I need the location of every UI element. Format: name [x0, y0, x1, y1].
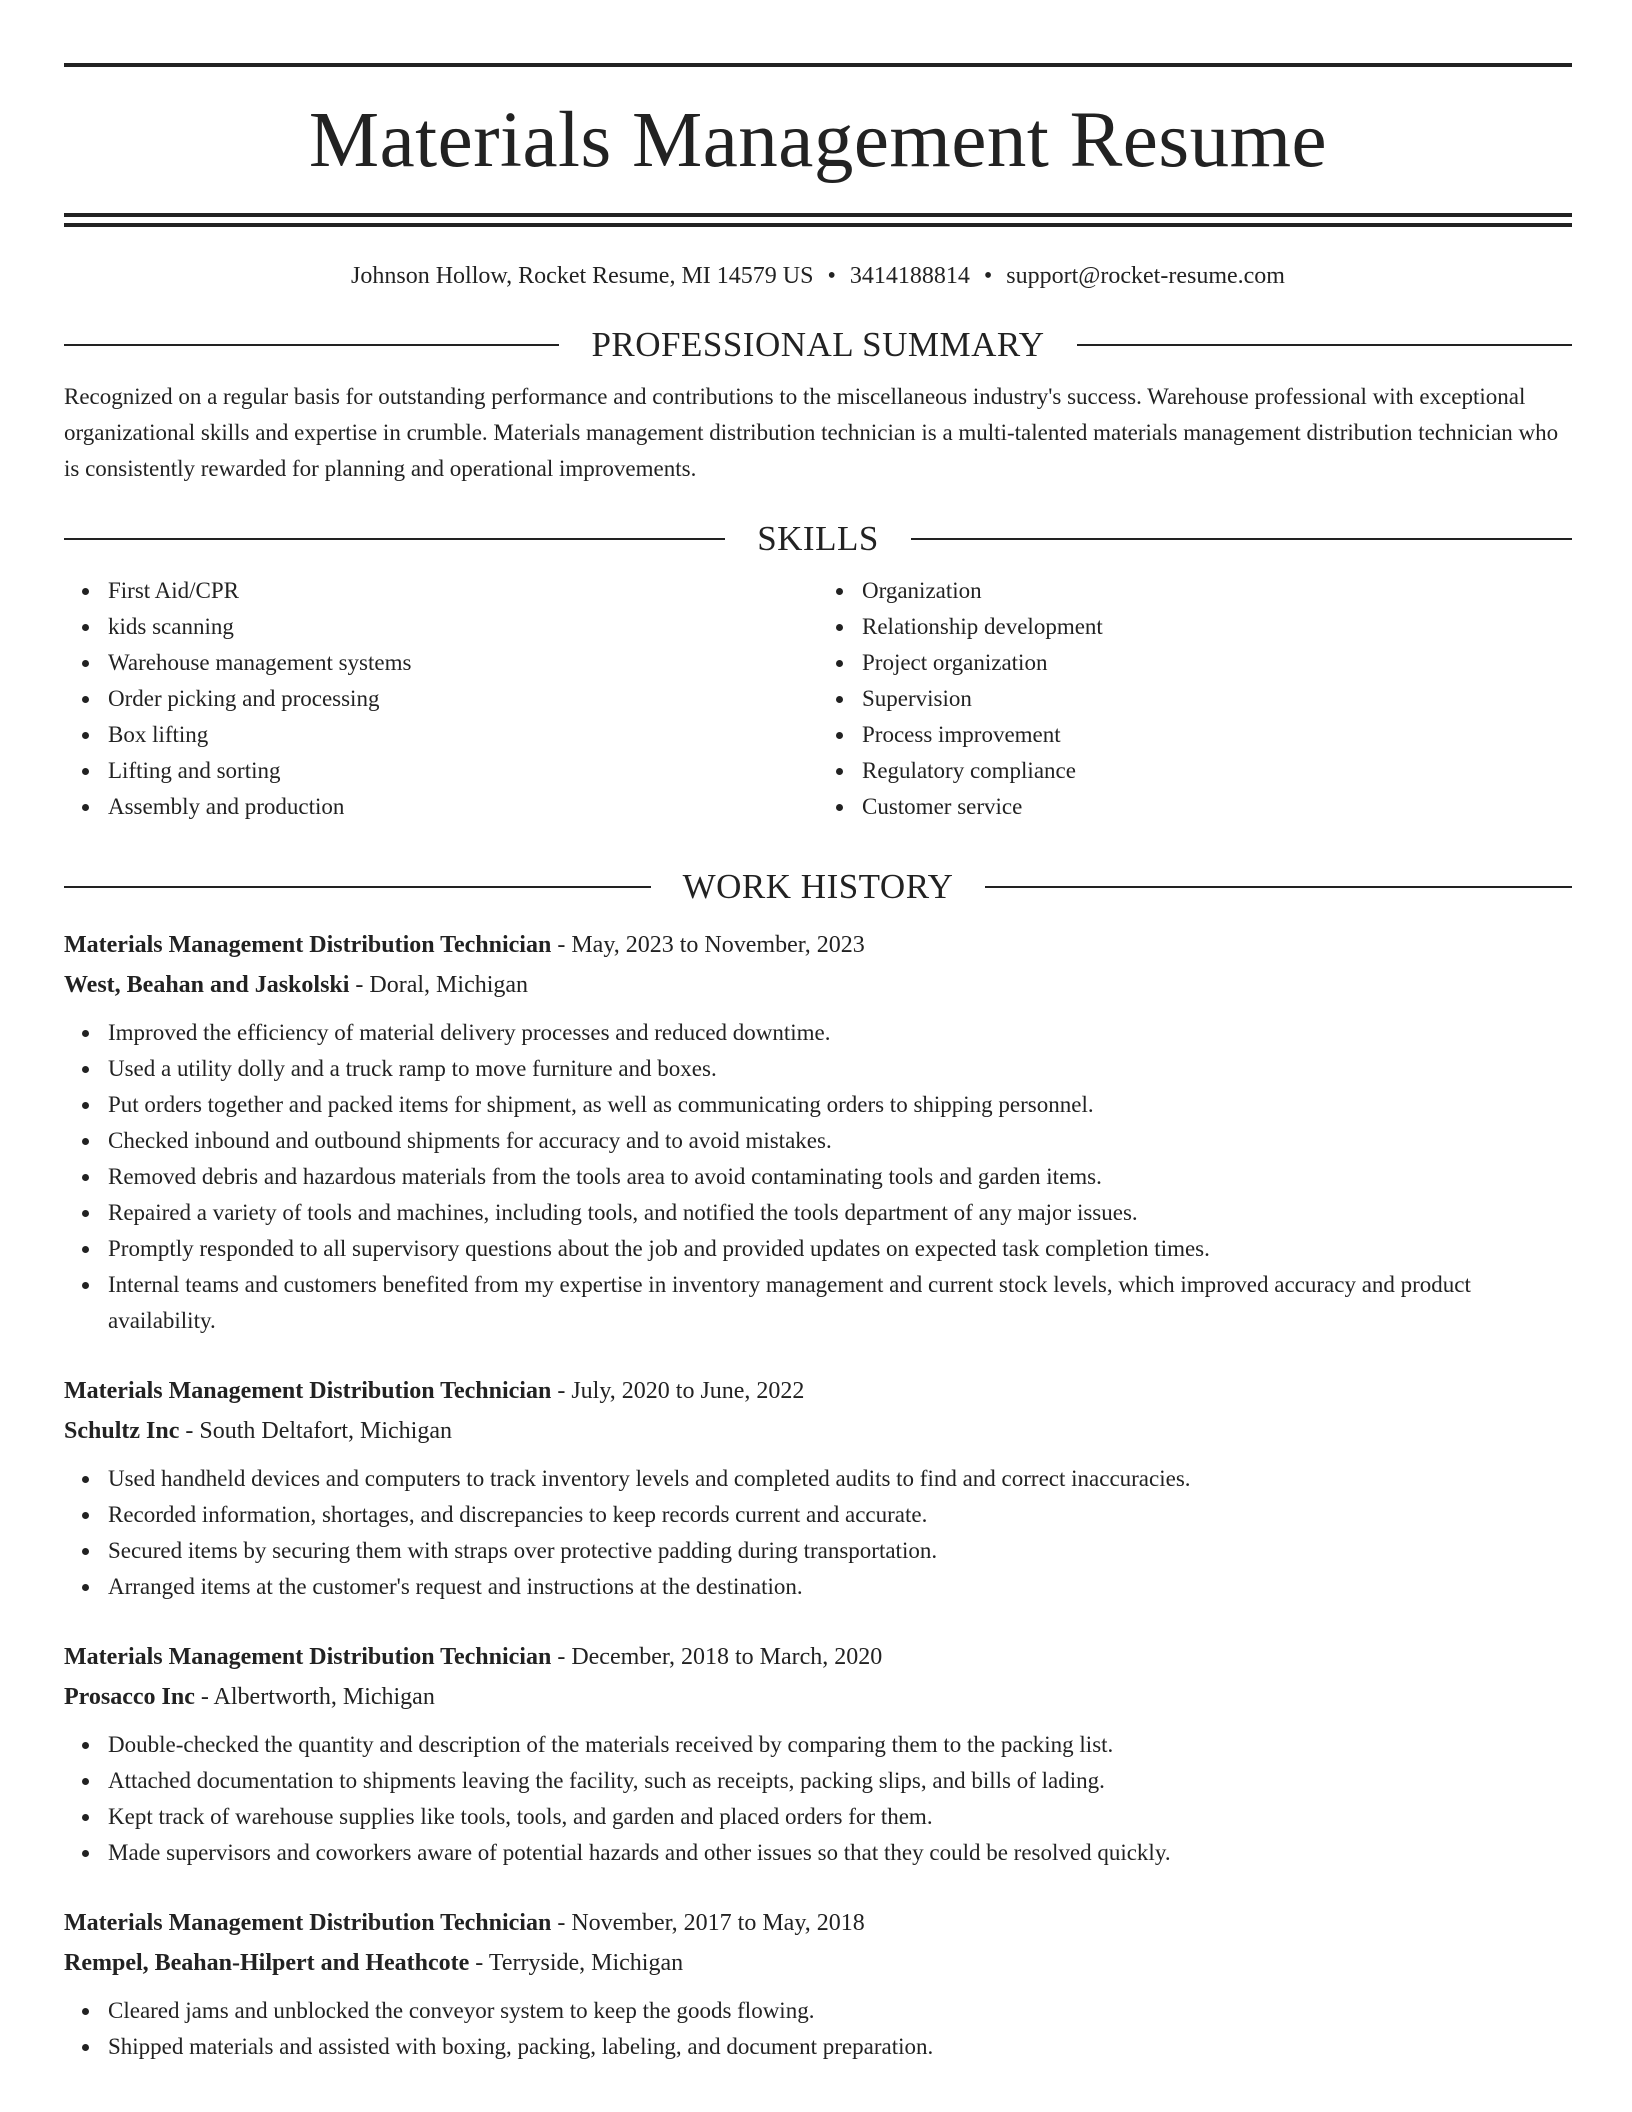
job-entry [64, 1637, 1572, 1871]
contact-phone: 3414188814 [849, 263, 970, 289]
job-company: Rempel, Beahan-Hilpert and Heathcote [64, 1950, 470, 1976]
skills-heading [64, 517, 1572, 561]
job-bullet: Improved the efficiency of material delivery processes and reduced downtime. [108, 1015, 1572, 1051]
job-title-line [64, 1637, 1572, 1677]
skill-item: Order picking and processing [108, 681, 818, 717]
skill-item: Supervision [862, 681, 1572, 717]
resume-title: Materials Management Resume [308, 97, 1328, 184]
job-location: - South Deltafort, Michigan [179, 1418, 452, 1444]
job-bullet: Used a utility dolly and a truck ramp to move furniture and boxes. [108, 1051, 1572, 1087]
job-dates: - November, 2017 to May, 2018 [551, 1910, 865, 1936]
job-bullet: Put orders together and packed items for shipment, as well as communicating orders to shipping personnel. [108, 1087, 1572, 1123]
job-bullet: Recorded information, shortages, and discrepancies to keep records current and accurate. [108, 1497, 1572, 1533]
job-bullets [64, 1993, 1572, 2065]
heading-rule-left [64, 344, 559, 346]
job-bullets [64, 1015, 1572, 1339]
skills-heading-label: SKILLS [757, 519, 879, 558]
job-entry [64, 1903, 1572, 2065]
skills-list [64, 573, 1572, 825]
job-title: Materials Management Distribution Technician [64, 1644, 552, 1670]
heading-rule-left [64, 886, 651, 888]
title-rule-upper [64, 213, 1572, 217]
skill-item: Process improvement [862, 717, 1572, 753]
job-company-line [64, 1677, 1572, 1717]
job-company: West, Beahan and Jaskolski [64, 972, 350, 998]
job-title: Materials Management Distribution Technician [64, 1378, 552, 1404]
job-company: Prosacco Inc [64, 1684, 195, 1710]
job-bullet: Double-checked the quantity and description of the materials received by comparing them to the packing list. [108, 1727, 1572, 1763]
work-history-list [64, 925, 1572, 2065]
job-dates: - December, 2018 to March, 2020 [551, 1644, 883, 1670]
work-heading-label: WORK HISTORY [682, 867, 954, 906]
resume-page [64, 0, 1572, 2065]
heading-rule-left [64, 538, 725, 540]
skill-item: Project organization [862, 645, 1572, 681]
contact-separator: • [983, 263, 993, 289]
contact-line [64, 259, 1572, 293]
job-entry [64, 1371, 1572, 1605]
skill-item: kids scanning [108, 609, 818, 645]
job-bullets [64, 1727, 1572, 1871]
job-bullet: Secured items by securing them with straps over protective padding during transportation. [108, 1533, 1572, 1569]
job-bullets [64, 1461, 1572, 1605]
skill-item: Warehouse management systems [108, 645, 818, 681]
summary-heading-label: PROFESSIONAL SUMMARY [591, 325, 1045, 364]
heading-rule-right [911, 538, 1572, 540]
job-bullet: Arranged items at the customer's request and instructions at the destination. [108, 1569, 1572, 1605]
skill-item: First Aid/CPR [108, 573, 818, 609]
job-bullet: Removed debris and hazardous materials from the tools area to avoid contaminating tools and garden items. [108, 1159, 1572, 1195]
summary-heading [64, 323, 1572, 367]
job-title: Materials Management Distribution Technician [64, 932, 552, 958]
job-dates: - May, 2023 to November, 2023 [551, 932, 865, 958]
job-title-line [64, 1903, 1572, 1943]
job-bullet: Made supervisors and coworkers aware of potential hazards and other issues so that they could be resolved quickly. [108, 1835, 1572, 1871]
job-title: Materials Management Distribution Technician [64, 1910, 552, 1936]
job-title-line [64, 925, 1572, 965]
contact-separator: • [827, 263, 836, 289]
skills-column-right [818, 573, 1572, 825]
contact-email: support@rocket-resume.com [1006, 263, 1285, 289]
skill-item: Relationship development [862, 609, 1572, 645]
job-bullet: Promptly responded to all supervisory questions about the job and provided updates on expected task completion times. [108, 1231, 1572, 1267]
job-bullet: Kept track of warehouse supplies like tools, tools, and garden and placed orders for them. [108, 1799, 1572, 1835]
job-entry [64, 925, 1572, 1339]
skill-item: Assembly and production [108, 789, 818, 825]
work-heading [64, 865, 1572, 909]
skill-item: Box lifting [108, 717, 818, 753]
skill-item: Customer service [862, 789, 1572, 825]
heading-rule-right [1077, 344, 1572, 346]
job-location: - Terryside, Michigan [469, 1950, 684, 1976]
job-bullet: Attached documentation to shipments leaving the facility, such as receipts, packing slips, and bills of lading. [108, 1763, 1572, 1799]
job-company-line [64, 1943, 1572, 1983]
job-company-line [64, 965, 1572, 1005]
skill-item: Lifting and sorting [108, 753, 818, 789]
job-bullet: Checked inbound and outbound shipments for accuracy and to avoid mistakes. [108, 1123, 1572, 1159]
job-location: - Doral, Michigan [349, 972, 529, 998]
job-bullet: Repaired a variety of tools and machines, including tools, and notified the tools department of any major issues. [108, 1195, 1572, 1231]
title-rule-lower [64, 223, 1572, 227]
skills-column-left [64, 573, 818, 825]
job-company-line [64, 1411, 1572, 1451]
skill-item: Regulatory compliance [862, 753, 1572, 789]
job-bullet: Used handheld devices and computers to track inventory levels and completed audits to find and correct inaccuracies. [108, 1461, 1572, 1497]
job-title-line [64, 1371, 1572, 1411]
job-bullet: Internal teams and customers benefited from my expertise in inventory management and current stock levels, which improved accuracy and product availability. [108, 1267, 1572, 1339]
contact-address: Johnson Hollow, Rocket Resume, MI 14579 US [351, 263, 814, 289]
skill-item: Organization [862, 573, 1572, 609]
summary-text: Recognized on a regular basis for outstanding performance and contributions to the miscellaneous industry's success. Warehouse professional with exceptional organizational skills and expertise in crumble. Materials management distribution technician is a multi-talented materials management distribution technician who is consistently rewarded for planning and operational improvements. [64, 384, 1559, 481]
job-company: Schultz Inc [64, 1418, 180, 1444]
job-bullet: Cleared jams and unblocked the conveyor system to keep the goods flowing. [108, 1993, 1572, 2029]
heading-rule-right [985, 886, 1572, 888]
job-location: - Albertworth, Michigan [194, 1684, 435, 1710]
job-dates: - July, 2020 to June, 2022 [551, 1378, 805, 1404]
top-rule [64, 63, 1572, 67]
job-bullet: Shipped materials and assisted with boxing, packing, labeling, and document preparation. [108, 2029, 1572, 2065]
